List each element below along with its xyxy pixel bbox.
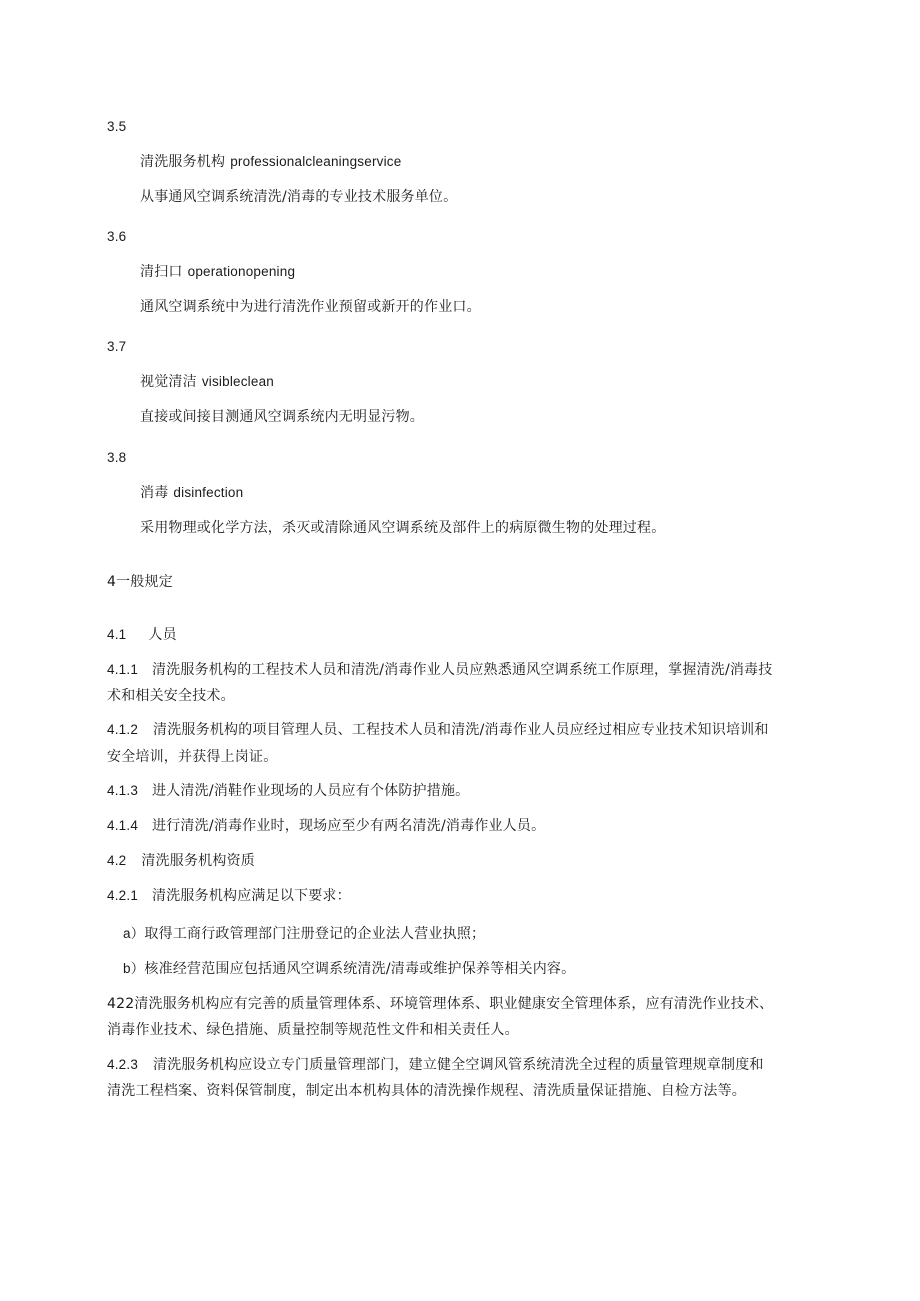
clause-text: 清洗服务机构应满足以下要求：	[152, 888, 351, 904]
clause-number: 3.5	[107, 119, 127, 134]
list-label: a）	[123, 926, 145, 941]
term-chinese: 视觉清洁	[140, 374, 197, 390]
clause-text: 清洗服务机构的项目管理人员、工程技术人员和清洗/消毒作业人员应经过相应专业技术知识培训和	[153, 722, 769, 738]
term-entry	[140, 263, 295, 281]
term-entry	[140, 373, 274, 391]
clause-number: 4.1.3	[107, 783, 139, 798]
clause-text: 清洗服务机构应设立专门质量管理部门，建立健全空调风管系统清洗全过程的质量管理规章制度和	[153, 1057, 764, 1073]
list-text: 核准经营范围应包括通风空调系统清洗/清毒或维护保养等相关内容。	[144, 961, 576, 977]
clause-number: 3.6	[107, 229, 127, 244]
clause-4-2-3-line1	[107, 1056, 764, 1074]
clause-4-1-2-line1	[107, 721, 769, 739]
clause-4-1-3	[107, 782, 469, 800]
clause-number: 4.2	[107, 853, 127, 868]
section-heading: 4一般规定	[107, 574, 173, 590]
clause-4-1-4	[107, 817, 545, 835]
term-definition: 从事通风空调系统清洗/消毒的专业技术服务单位。	[140, 189, 458, 205]
term-english: professionalcleaningservice	[230, 154, 402, 169]
term-english: disinfection	[173, 485, 244, 500]
list-item-b	[123, 960, 575, 978]
list-text: 取得工商行政管理部门注册登记的企业法人营业执照；	[144, 926, 486, 942]
clause-text: 清洗服务机构的工程技术人员和清洗/消毒作业人员应熟悉通风空调系统工作原理，掌握清洗/消毒技	[152, 662, 773, 678]
subsection-heading	[107, 852, 255, 870]
clause-number: 4.1.1	[107, 662, 139, 677]
term-english: operationopening	[187, 264, 296, 279]
term-chinese: 清洗服务机构	[140, 154, 226, 170]
clause-number: 4.1.2	[107, 722, 139, 737]
clause-4-1-2-line2: 安全培训，并获得上岗证。	[107, 749, 278, 765]
term-definition: 直接或间接目测通风空调系统内无明显污物。	[140, 409, 424, 425]
term-entry	[140, 153, 401, 171]
clause-4-1-1-line2: 术和相关安全技术。	[107, 688, 235, 704]
clause-4-2-2-line1: 422清洗服务机构应有完善的质量管理体系、环境管理体系、职业健康安全管理体系，应有清洗作业技术、	[107, 996, 774, 1012]
term-chinese: 清扫口	[140, 264, 183, 280]
list-item-a	[123, 925, 485, 943]
clause-4-2-3-line2: 清洗工程档案、资料保管制度，制定出本机构具体的清洗操作规程、清洗质量保证措施、自检方法等。	[107, 1083, 746, 1099]
clause-number: 4.2.1	[107, 888, 139, 903]
clause-4-1-1-line1	[107, 661, 772, 679]
clause-4-2-2-line2: 消毒作业技术、绿色措施、质量控制等规范性文件和相关责任人。	[107, 1022, 519, 1038]
subsection-heading	[107, 626, 177, 644]
term-chinese: 消毒	[140, 485, 169, 501]
clause-number: 3.8	[107, 450, 127, 465]
clause-4-2-1	[107, 887, 351, 905]
subsection-title: 人员	[148, 627, 177, 643]
subsection-title: 清洗服务机构资质	[141, 853, 255, 869]
term-definition: 采用物理或化学方法，杀灭或清除通风空调系统及部件上的病原微生物的处理过程。	[140, 520, 666, 536]
clause-number: 4.1	[107, 627, 127, 642]
term-english: visibleclean	[201, 374, 274, 389]
list-label: b）	[123, 961, 145, 976]
clause-text: 进行清洗/消毒作业时，现场应至少有两名清洗/消毒作业人员。	[152, 818, 546, 834]
term-entry	[140, 484, 243, 502]
clause-text: 进人清洗/消鞋作业现场的人员应有个体防护措施。	[152, 783, 470, 799]
clause-number: 4.1.4	[107, 818, 139, 833]
term-definition: 通风空调系统中为进行清洗作业预留或新开的作业口。	[140, 299, 481, 315]
clause-number: 3.7	[107, 339, 127, 354]
clause-number: 4.2.3	[107, 1057, 139, 1072]
